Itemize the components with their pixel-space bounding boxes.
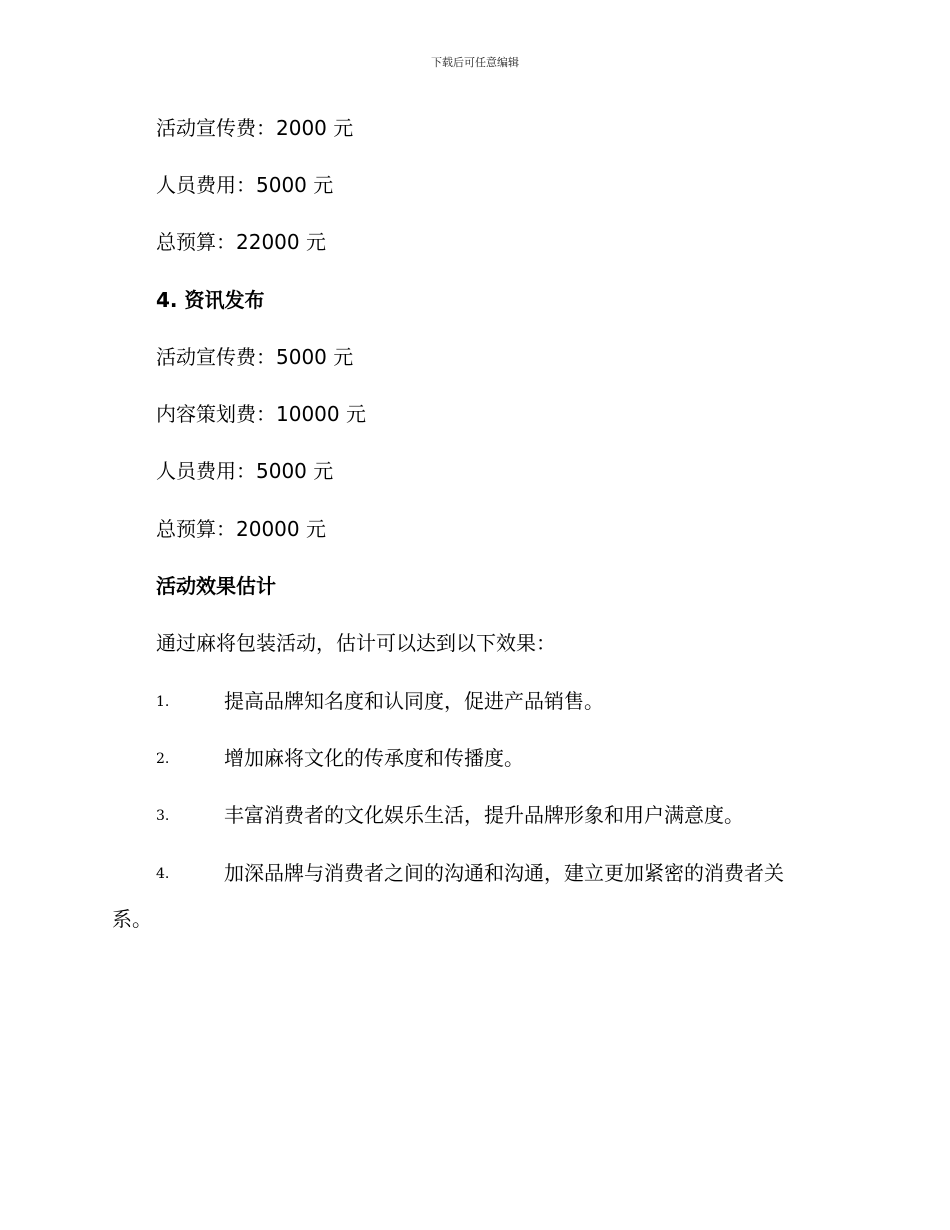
list-item-number: 4. xyxy=(156,866,170,882)
list-item-number: 3. xyxy=(156,808,170,824)
section-heading-news-release: 4. 资讯发布 xyxy=(156,288,265,312)
budget-line-staff-cost: 人员费用：5000 元 xyxy=(156,459,334,483)
budget-line-promotion-fee: 活动宣传费：5000 元 xyxy=(156,345,354,369)
list-item-text: 加深品牌与消费者之间的沟通和沟通，建立更加紧密的消费者关 xyxy=(224,861,784,885)
list-item-text: 增加麻将文化的传承度和传播度。 xyxy=(224,746,524,770)
list-item-text: 提高品牌知名度和认同度，促进产品销售。 xyxy=(224,689,604,713)
effects-intro: 通过麻将包装活动，估计可以达到以下效果： xyxy=(156,631,556,655)
budget-line-staff-cost: 人员费用：5000 元 xyxy=(156,173,334,197)
list-item-number: 2. xyxy=(156,751,170,767)
budget-line-content-planning-fee: 内容策划费：10000 元 xyxy=(156,402,366,426)
section-heading-effect-estimate: 活动效果估计 xyxy=(156,574,276,598)
list-item-number: 1. xyxy=(156,694,170,710)
budget-line-total: 总预算：22000 元 xyxy=(156,230,326,254)
budget-line-promotion-fee: 活动宣传费：2000 元 xyxy=(156,116,354,140)
page-header: 下载后可任意编辑 xyxy=(431,56,519,69)
list-item-text-continuation: 系。 xyxy=(112,907,152,931)
budget-line-total: 总预算：20000 元 xyxy=(156,517,326,541)
list-item-text: 丰富消费者的文化娱乐生活，提升品牌形象和用户满意度。 xyxy=(224,803,744,827)
